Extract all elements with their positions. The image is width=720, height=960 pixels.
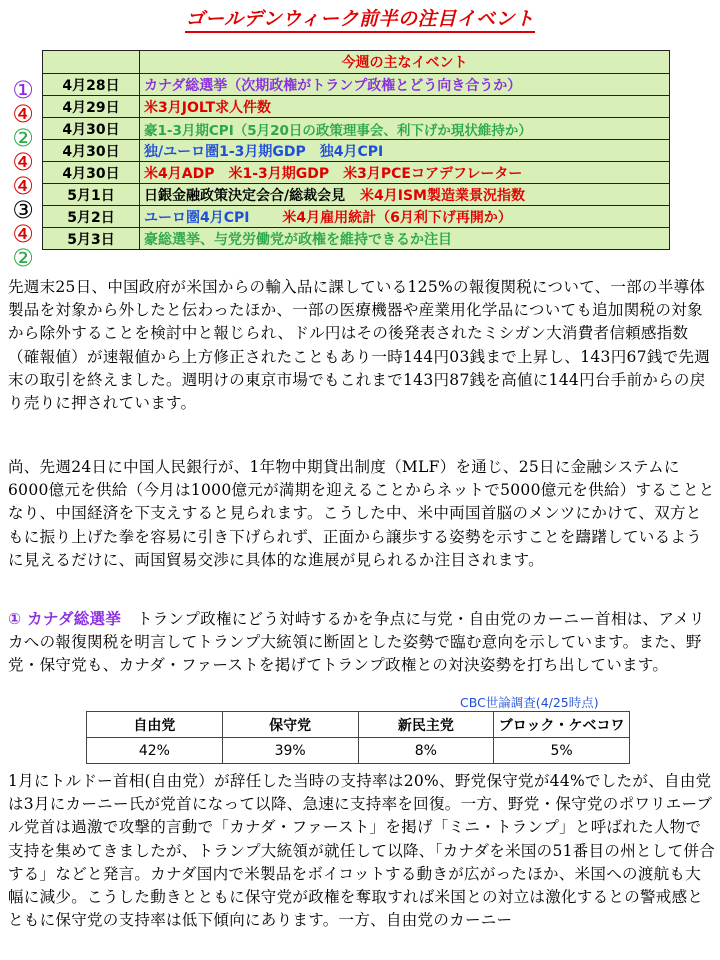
event-date: 4月30日 (43, 162, 140, 184)
event-marker: ④ (12, 172, 34, 200)
poll-party: 自由党 (87, 712, 223, 738)
event-text-primary: 日銀金融政策決定会合/総裁会見 (144, 187, 346, 204)
table-row (43, 184, 670, 206)
event-text-secondary: 米4月雇用統計（6月利下げ再開か） (282, 209, 512, 226)
event-text: 米4月ADP 米1-3月期GDP 米3月PCEコアデフレーター (140, 162, 670, 184)
section-body-canada: トランプ政権にどう対峙するかを争点に与党・自由党のカーニー首相は、アメリカへの報復関税を明言してトランプ大統領に断固とした姿勢で臨む意向を示しています。また、野党・保守党も、カナダ・ファーストを掲げてトランプ政権との対決姿勢を打ち出しています。 (8, 610, 705, 675)
event-table-header (43, 51, 670, 74)
event-date: 4月29日 (43, 96, 140, 118)
event-text: カナダ総選挙（次期政権がトランプ政権とどう向き合うか） (140, 74, 670, 96)
event-text (140, 206, 670, 228)
event-date: 5月1日 (43, 184, 140, 206)
event-text: 豪総選挙、与党労働党が政権を維持できるか注目 (140, 228, 670, 250)
poll-source-note: CBC世論調査(4/25時点) (460, 695, 599, 710)
table-row (43, 74, 670, 96)
event-marker: ④ (12, 100, 34, 128)
paragraph-china-pboc: 尚、先週24日に中国人民銀行が、1年物中期貸出制度（MLF）を通じ、25日に金融システムに6000億元を供給（今月は1000億元が満期を迎えることからネットで5000億元を供給）することとなり、中国経済を下支えすると見られます。こうした中、米中両国首脳のメンツにかけて、双方ともに振り上げた拳を容易に引き下げられず、正面から譲歩する姿勢を示すことを躊躇しているように見えるだけに、両国貿易交渉に具体的な進展が見られるか注目されます。 (8, 458, 715, 569)
event-table (42, 50, 670, 250)
poll-value: 42% (87, 738, 223, 764)
event-marker: ④ (12, 220, 34, 248)
event-text-primary: ユーロ圏4月CPI (144, 209, 250, 226)
event-marker: ② (12, 244, 34, 272)
poll-value: 39% (222, 738, 358, 764)
paragraph-market-summary: 先週末25日、中国政府が米国からの輸入品に課している125%の報復関税について、一部の半導体製品を対象から外したと伝わったほか、一部の医療機器や産業用化学品についても追加関税の対象から除外することを検討中と報じられ、ドル円はその後発表されたミシガン大消費者信頼感指数（確報値）が速報値から上方修正されたこともあり一時144円03銭まで上昇し、143円67銭で先週末の取引を終えました。週明けの東京市場でもこれまで143円87銭を高値に144円台手前からの戻り売りに押されています。 (8, 278, 711, 413)
table-row (43, 140, 670, 162)
event-marker: ② (12, 124, 34, 152)
header-blank-cell (43, 51, 140, 74)
poll-party: ブロック・ケベコワ (494, 712, 630, 738)
paragraph-canada-election (8, 608, 716, 678)
event-marker: ③ (12, 196, 34, 224)
table-row (43, 118, 670, 140)
event-date: 4月28日 (43, 74, 140, 96)
event-date: 5月3日 (43, 228, 140, 250)
event-date: 4月30日 (43, 140, 140, 162)
event-date: 4月30日 (43, 118, 140, 140)
table-row (43, 228, 670, 250)
poll-value: 8% (358, 738, 494, 764)
poll-value: 5% (494, 738, 630, 764)
table-row (43, 206, 670, 228)
section-heading-canada: ① カナダ総選挙 (8, 610, 122, 628)
event-text: 独/ユーロ圏1-3月期GDP 独4月CPI (140, 140, 670, 162)
poll-party: 保守党 (222, 712, 358, 738)
event-markers (4, 78, 42, 270)
table-row (43, 96, 670, 118)
poll-header-row (87, 712, 630, 738)
poll-value-row (87, 738, 630, 764)
page-title: ゴールデンウィーク前半の注目イベント (0, 4, 720, 31)
poll-table (86, 711, 630, 764)
paragraph-canada-polls: 1月にトルドー首相(自由党）が辞任した当時の支持率は20%、野党保守党が44%でしたが、自由党は3月にカーニー氏が党首になって以降、急速に支持率を回復。一方、野党・保守党のポワリエーブル党首は過激で攻撃的言動で「カナダ・ファースト」を掲げ「ミニ・トランプ」と呼ばれた人物で支持を集めてきましたが、トランプ大統領が就任して以降、「カナダを米国の51番目の州として併合する」などと発言。カナダ国内で米製品をボイコットする動きが広がったほか、米国への渡航も大幅に減少。こうした動きとともに保守党が政権を奪取すれば米国との対立は激化するとの警戒感とともに保守党の支持率は低下傾向にあります。一方、自由党のカーニー (8, 772, 716, 930)
event-date: 5月2日 (43, 206, 140, 228)
table-row (43, 162, 670, 184)
event-table-title: 今週の主なイベント (140, 51, 670, 74)
poll-party: 新民主党 (358, 712, 494, 738)
event-marker: ④ (12, 148, 34, 176)
event-marker: ① (12, 76, 34, 104)
event-text-secondary: 米4月ISM製造業景況指数 (360, 187, 525, 204)
event-text: 豪1-3月期CPI（5月20日の政策理事会、利下げか現状維持か） (140, 118, 670, 140)
event-text (140, 184, 670, 206)
event-text: 米3月JOLT求人件数 (140, 96, 670, 118)
